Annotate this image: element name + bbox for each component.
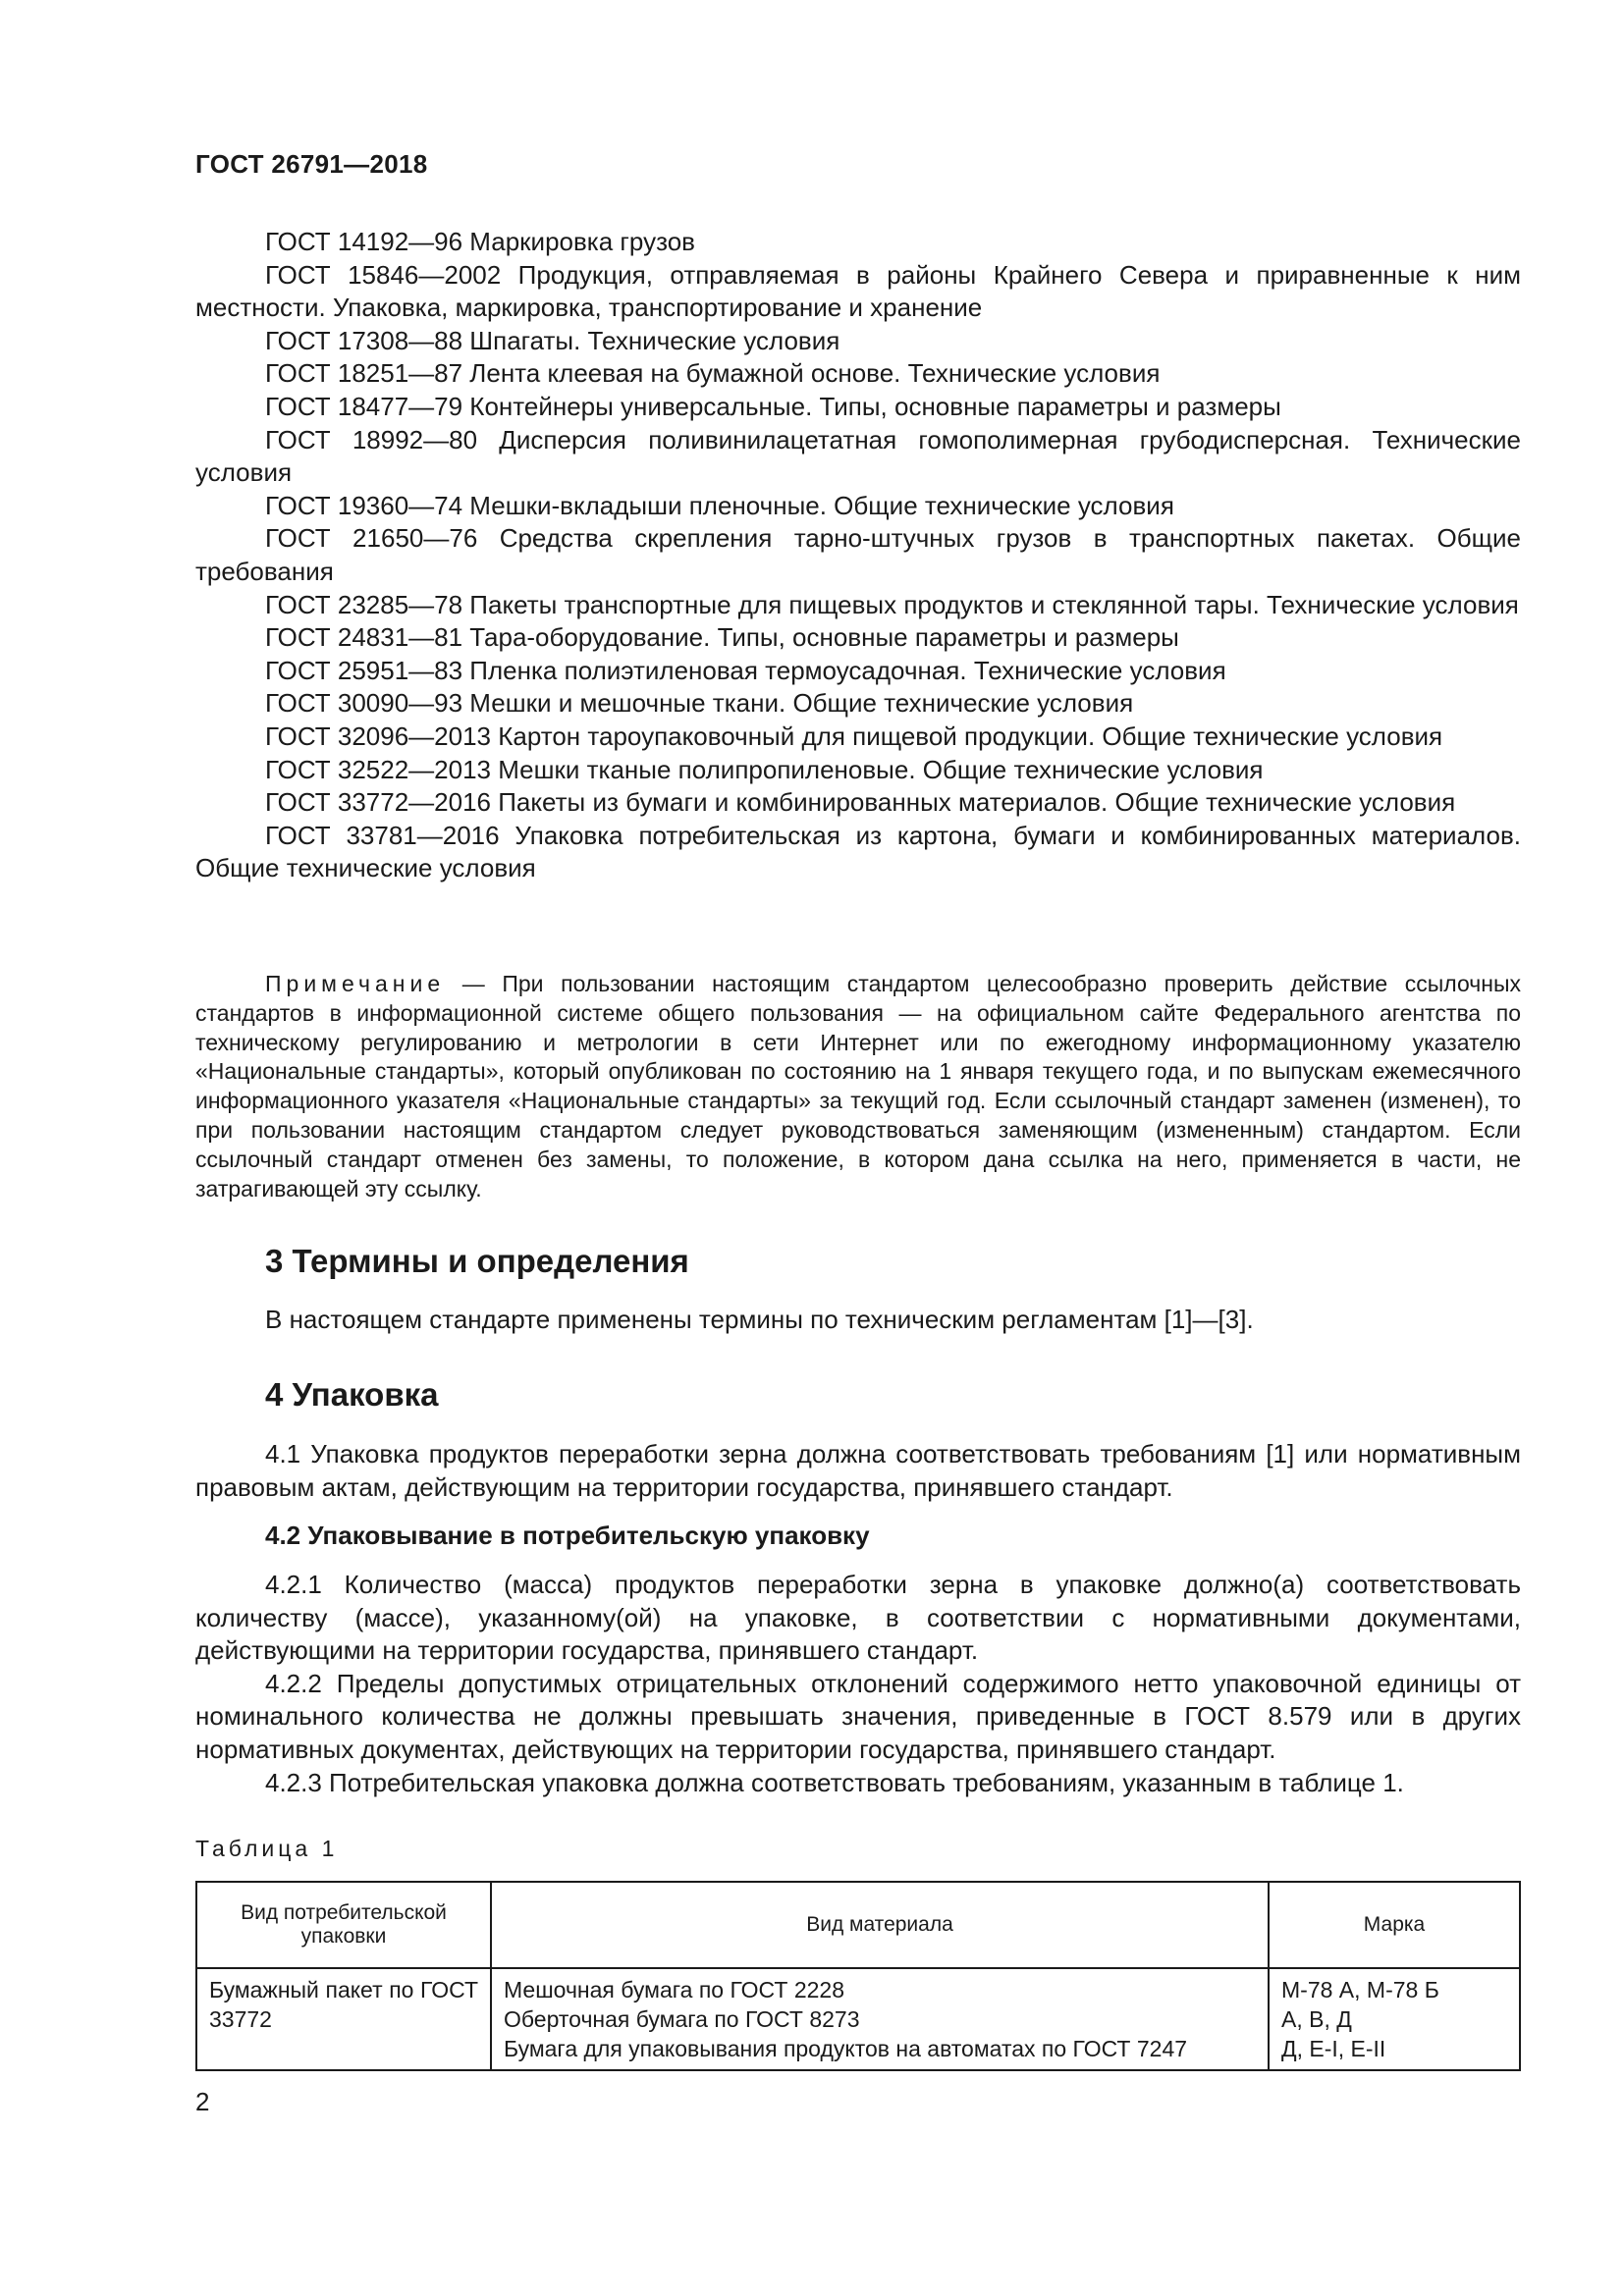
mark-item: М-78 А, М-78 Б: [1281, 1977, 1439, 2002]
section-3-text: В настоящем стандарте применены термины по техническим регламентам [1]—[3].: [265, 1305, 1254, 1334]
table-cell-type: Бумажный пакет по ГОСТ 33772: [196, 1968, 491, 2070]
ref-item: ГОСТ 23285—78 Пакеты транспортные для пищевых продуктов и стеклянной тары. Технические условия: [265, 589, 1519, 619]
table-cell-materials: [491, 1968, 1269, 2070]
ref-item: ГОСТ 32522—2013 Мешки тканые полипропиленовые. Общие технические условия: [265, 754, 1264, 784]
table-row: [196, 1968, 1520, 2070]
mark-item: А, В, Д: [1281, 2006, 1352, 2032]
paragraph-4-2-2: 4.2.2 Пределы допустимых отрицательных отклонений содержимого нетто упаковочной единицы от номинального количества не должны превышать значения, приведенные в ГОСТ 8.579 или в других нормативных документах, действующих на территории государства, принявшего стандарт.: [195, 1668, 1521, 1764]
table-header-cell: Марка: [1269, 1882, 1520, 1968]
ref-item: ГОСТ 30090—93 Мешки и мешочные ткани. Общие технические условия: [265, 688, 1134, 719]
material-item: Оберточная бумага по ГОСТ 8273: [504, 2006, 860, 2032]
note-paragraph: [195, 970, 1521, 1203]
section-4-2-body: [195, 1569, 1521, 1799]
paragraph-4-2-1: 4.2.1 Количество (масса) продуктов переработки зерна в упаковке должно(а) соответствовать количеству (массе), указанному(ой) на упаковке, в соответствии с нормативными документами, действующими на территории государства, принявшего стандарт.: [195, 1570, 1521, 1666]
ref-item: ГОСТ 21650—76 Средства скрепления тарно-штучных грузов в транспортных пакетах. Общие требования: [195, 523, 1521, 586]
note-text: — При пользовании настоящим стандартом целесообразно проверить действие ссылочных стандартов в информационной системе общего пользования — на официальном сайте Федерального агентства по техническому регулированию и метрологии в сети Интернет или по ежегодному информационному указателю «Национальные стандарты», который опубликован по состоянию на 1 января текущего года, и по выпускам ежемесячного информационного указателя «Национальные стандарты» за текущий год. Если ссылочный стандарт заменен (изменен), то при пользовании настоящим стандартом следует руководствоваться заменяющим (измененным) стандартом. Если ссылочный стандарт отменен без замены, то положение, в котором дана ссылка на него, применяется в части, не затрагивающей эту ссылку.: [195, 971, 1521, 1201]
table-header-row: [196, 1882, 1520, 1968]
ref-item: ГОСТ 32096—2013 Картон тароупаковочный для пищевой продукции. Общие технические условия: [265, 721, 1443, 751]
table-header-cell: Вид материала: [491, 1882, 1269, 1968]
ref-item: ГОСТ 18477—79 Контейнеры универсальные. Типы, основные параметры и размеры: [265, 391, 1281, 421]
ref-item: ГОСТ 14192—96 Маркировка грузов: [265, 227, 695, 256]
ref-item: ГОСТ 19360—74 Мешки-вкладыши пленочные. Общие технические условия: [265, 490, 1174, 520]
table-1: [195, 1881, 1521, 2071]
section-3-title: 3 Термины и определения: [265, 1243, 689, 1279]
ref-item: ГОСТ 33781—2016 Упаковка потребительская из картона, бумаги и комбинированных материалов. Общие технические условия: [195, 820, 1521, 883]
table-cell-marks: [1269, 1968, 1520, 2070]
note-label: Примечание: [265, 971, 446, 996]
document-header: ГОСТ 26791—2018: [195, 149, 428, 179]
ref-item: ГОСТ 24831—81 Тара-оборудование. Типы, основные параметры и размеры: [265, 622, 1179, 653]
section-4-1: [195, 1438, 1521, 1504]
ref-item: ГОСТ 15846—2002 Продукция, отправляемая в районы Крайнего Севера и приравненные к ним местности. Упаковка, маркировка, транспортирование и хранение: [195, 259, 1521, 323]
page-number: 2: [195, 2087, 210, 2116]
ref-item: ГОСТ 17308—88 Шпагаты. Технические условия: [265, 325, 840, 355]
ref-item: ГОСТ 18251—87 Лента клеевая на бумажной основе. Технические условия: [265, 358, 1161, 389]
ref-item: ГОСТ 18992—80 Дисперсия поливинилацетатная гомополимерная грубодисперсная. Технические условия: [195, 424, 1521, 488]
normative-references: [195, 226, 1521, 885]
section-4-title: 4 Упаковка: [265, 1376, 439, 1413]
material-item: Мешочная бумага по ГОСТ 2228: [504, 1977, 844, 2002]
section-3-body: [195, 1304, 1521, 1337]
ref-item: ГОСТ 25951—83 Пленка полиэтиленовая термоусадочная. Технические условия: [265, 655, 1226, 685]
subsection-4-2-title: 4.2 Упаковывание в потребительскую упаковку: [265, 1521, 870, 1550]
paragraph-4-1: 4.1 Упаковка продуктов переработки зерна должна соответствовать требованиям [1] или нормативным правовым актам, действующим на территории государства, принявшего стандарт.: [195, 1439, 1521, 1502]
table-header-cell: Вид потребительской упаковки: [196, 1882, 491, 1968]
ref-item: ГОСТ 33772—2016 Пакеты из бумаги и комбинированных материалов. Общие технические условия: [265, 787, 1456, 818]
table-caption: Таблица 1: [195, 1836, 339, 1861]
material-item: Бумага для упаковывания продуктов на автоматах по ГОСТ 7247: [504, 2036, 1188, 2061]
mark-item: Д, Е-I, Е-II: [1281, 2036, 1386, 2061]
paragraph-4-2-3: 4.2.3 Потребительская упаковка должна соответствовать требованиям, указанным в таблице 1.: [265, 1767, 1404, 1797]
